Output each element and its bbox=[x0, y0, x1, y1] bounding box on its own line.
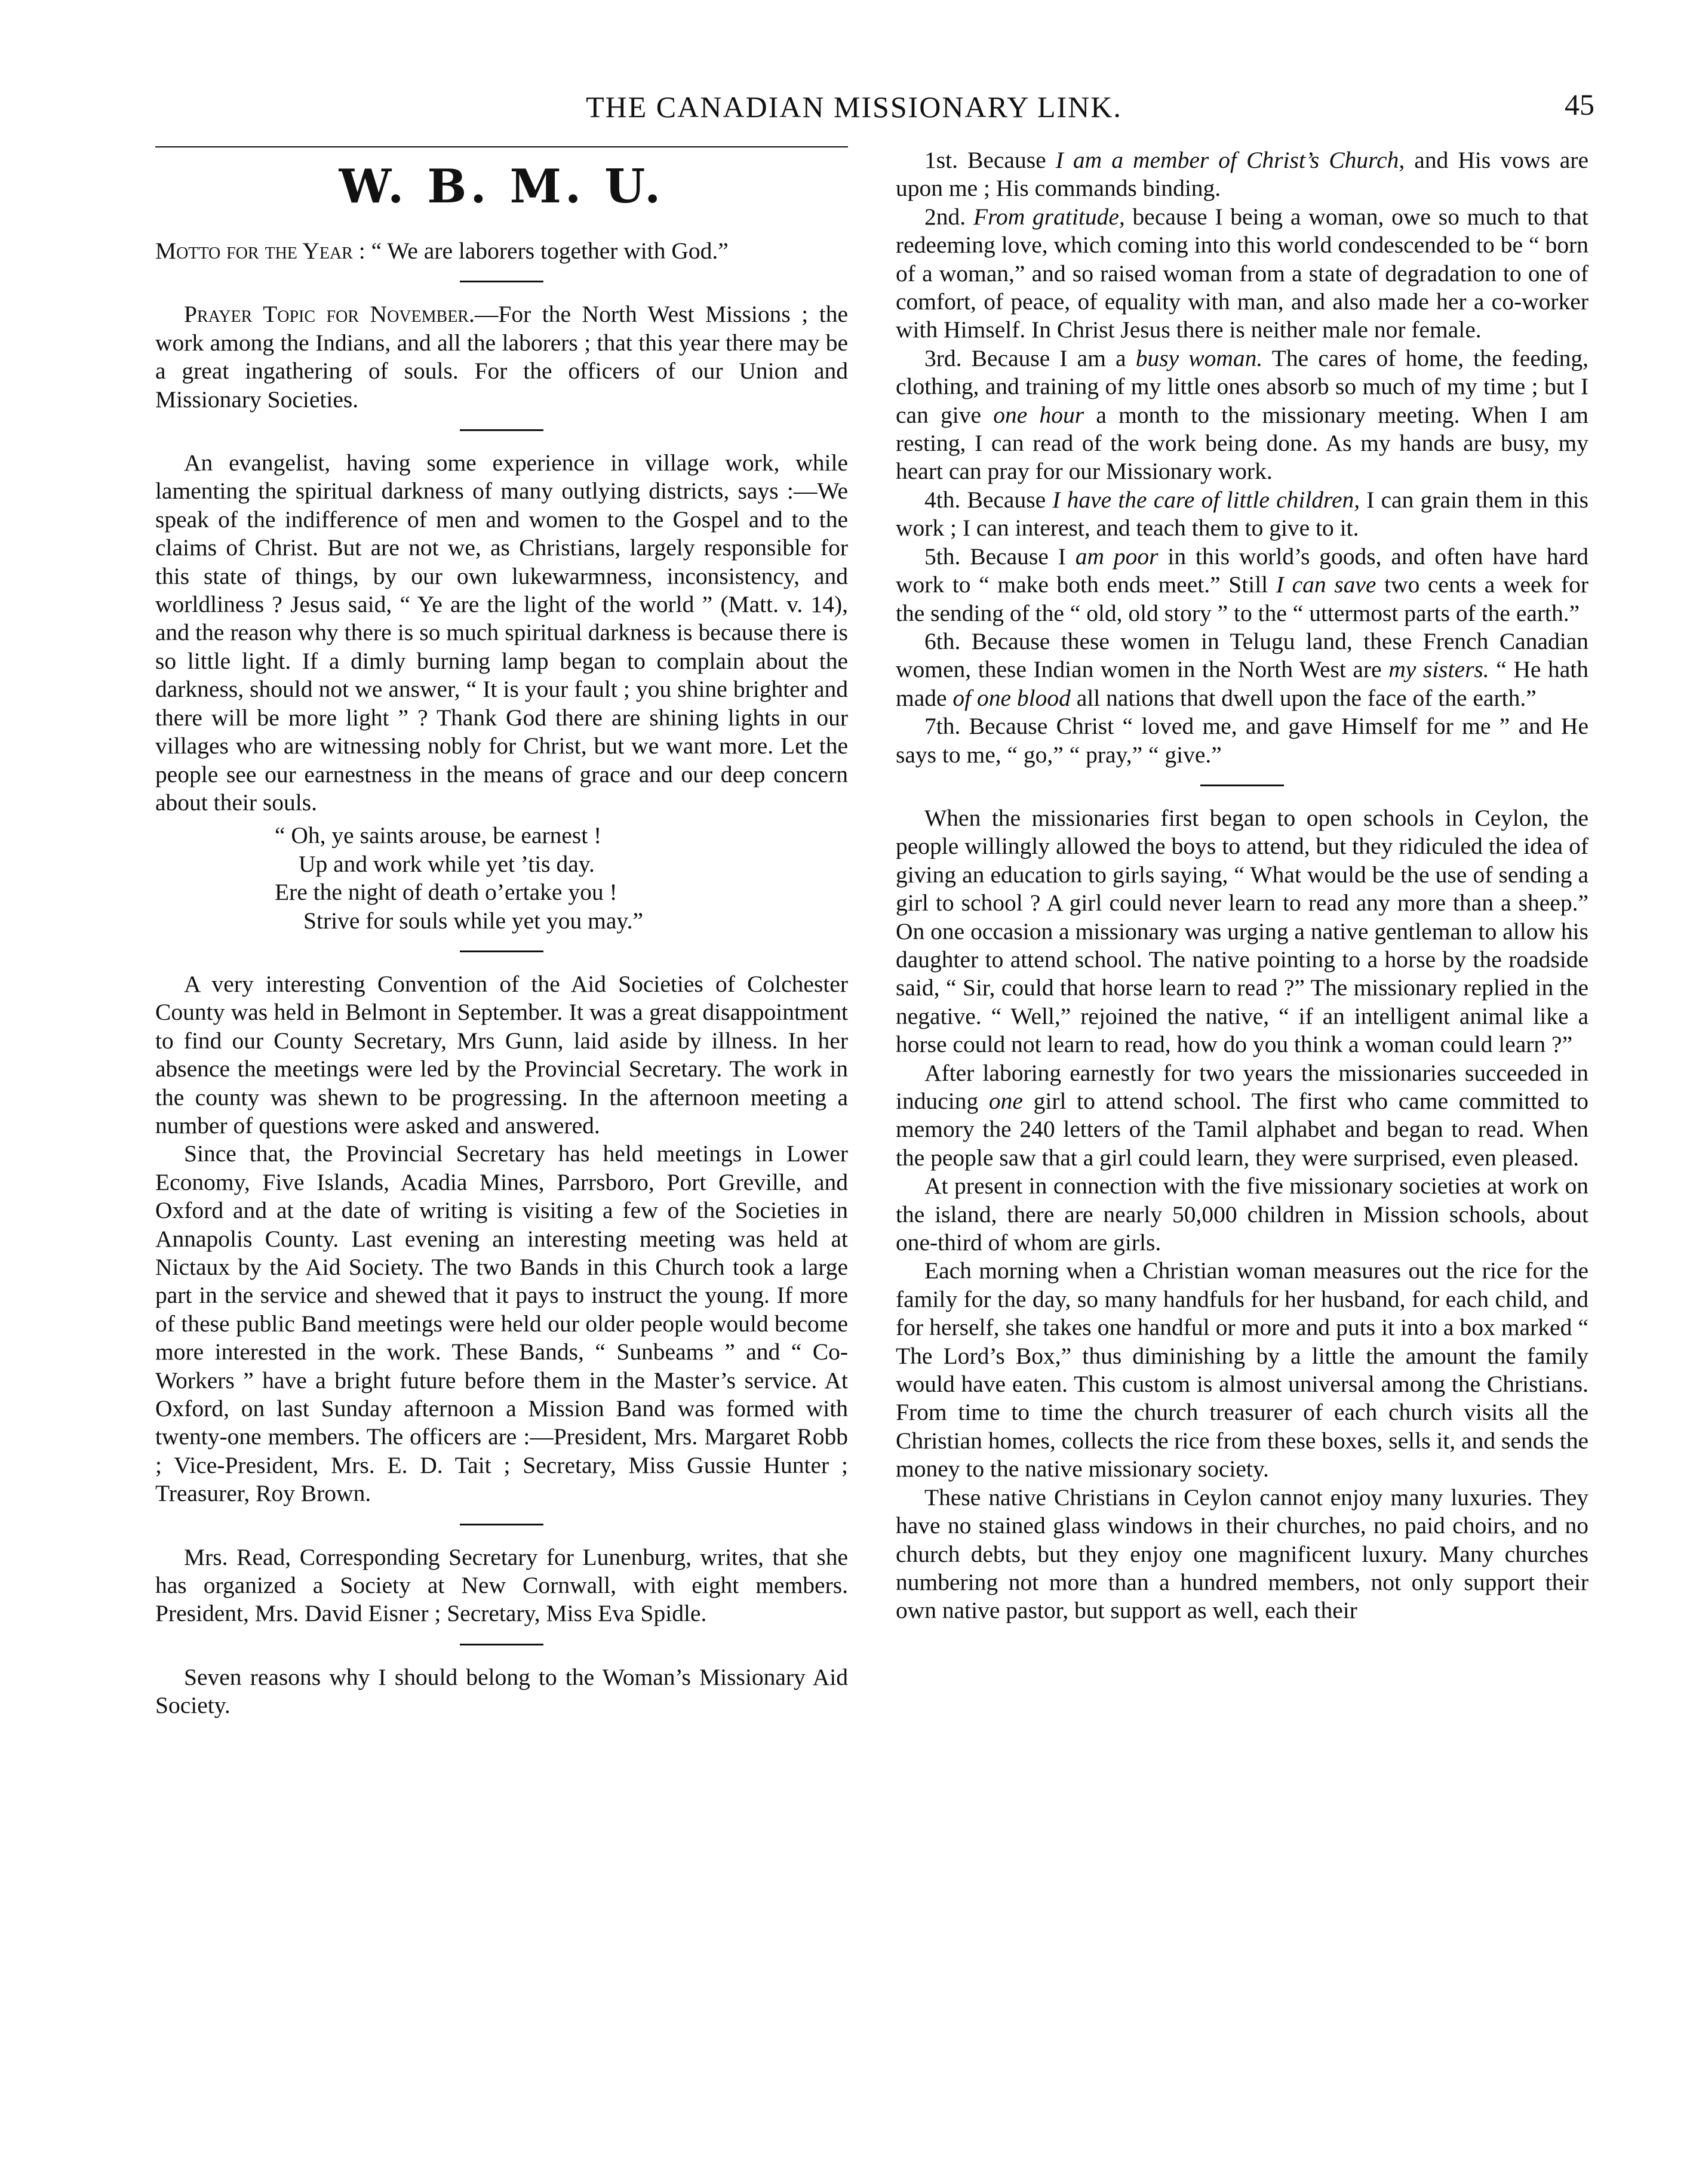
reason-6: 6th. Because these women in Telugu land, these French Canadian women, these Indian women in the North West are my sisters. “ He hath made of one blood all nations that dwell upon the face of the earth.” bbox=[896, 627, 1588, 711]
divider bbox=[460, 950, 543, 952]
page-number: 45 bbox=[1565, 88, 1594, 121]
poem-line: Strive for souls while yet you may.” bbox=[303, 907, 643, 934]
divider bbox=[460, 1644, 543, 1645]
reason-4: 4th. Because I have the care of little children, I can grain them in this work ; I can interest, and teach them to give to it. bbox=[896, 486, 1588, 542]
each-morning-paragraph: Each morning when a Christian woman measures out the rice for the family for the day, so many handfuls for her husband, for each child, and for herself, she takes one handful or more and puts it into a box marked “ The Lord’s Box,” thus diminishing by a little the amount the family would have eaten. This custom is almost universal among the Christians. From time to time the church treasurer of each church visits all the Christian homes, collects the rice from these boxes, sells it, and sends the money to the native missionary society. bbox=[896, 1257, 1588, 1482]
reason-7: 7th. Because Christ “ loved me, and gave Himself for me ” and He says to me, “ go,” “ pray,” “ give.” bbox=[896, 713, 1588, 768]
at-present-paragraph: At present in connection with the five missionary societies at work on the island, there are nearly 50,000 children in Mission schools, about one-third of whom are girls. bbox=[896, 1173, 1588, 1256]
motto-text: “ We are laborers together with God.” bbox=[365, 238, 729, 264]
divider bbox=[460, 429, 543, 431]
luxuries-paragraph: These native Christians in Ceylon cannot enjoy many luxuries. They have no stained glass windows in their churches, no paid choirs, and no church debts, but they enjoy one magnificent luxury. Many churches numbering not more than a hundred members, not only support their own native pastor, but support as well, each their bbox=[896, 1484, 1588, 1624]
running-title: THE CANADIAN MISSIONARY LINK. bbox=[586, 90, 1122, 124]
poem-line: Up and work while yet ’tis day. bbox=[299, 850, 595, 877]
seven-reasons-intro: Seven reasons why I should belong to the Woman’s Missionary Aid Society. bbox=[155, 1663, 848, 1719]
reason-3: 3rd. Because I am a busy woman. The cares of home, the feeding, clothing, and training of my little ones absorb so much of my time ; but I can give one hour a month to the missionary meeting. When I am resting, I can read of the work being done. As my hands are busy, my heart can pray for our Missionary work. bbox=[896, 344, 1588, 485]
poem-line: “ Oh, ye saints arouse, be earnest ! bbox=[275, 822, 602, 849]
evangelist-paragraph: An evangelist, having some experience in village work, while lamenting the spiritual darkness of many outlying districts, says :—We speak of the indifference of men and women to the Gospel and to the claims of Christ. But are not we, as Christians, largely responsible for this state of things, by our own lukewarmness, inconsistency, and worldliness ? Jesus said, “ Ye are the light of the world ” (Matt. v. 14), and the reason why there is so much spiritual darkness is because there is so little light. If a dimly burning lamp began to complain about the darkness, should not we answer, “ It is your fault ; you shine brighter and there will be more light ” ? Thank God there are shining lights in our villages who are witnessing nobly for Christ, but we want more. Let the people see our earnestness in the means of grace and our deep concern about their souls. bbox=[155, 450, 848, 816]
convention-paragraph: A very interesting Convention of the Aid Societies of Colchester County was held in Belmont in September. It was a great disappointment to find our County Secretary, Mrs Gunn, laid aside by illness. In her absence the meetings were led by the Provincial Secretary. The work in the county was shewn to be progressing. In the afternoon meeting a number of questions were asked and answered. bbox=[155, 970, 848, 1139]
after-laboring-paragraph: After laboring earnestly for two years the missionaries succeeded in inducing one girl to attend school. The first who came committed to memory the 240 letters of the Tamil alphabet and began to read. When the people saw that a girl could learn, they were surprised, even pleased. bbox=[896, 1059, 1588, 1171]
divider bbox=[460, 281, 543, 282]
section-title: W. B. M. U. bbox=[339, 159, 665, 214]
reason-1: 1st. Because I am a member of Christ’s Church, and His vows are upon me ; His commands binding. bbox=[896, 147, 1588, 202]
lunenburg-paragraph: Mrs. Read, Corresponding Secretary for Lunenburg, writes, that she has organized a Society at New Cornwall, with eight members. President, Mrs. David Eisner ; Secretary, Miss Eva Spidle. bbox=[155, 1543, 848, 1627]
right-column bbox=[896, 146, 1588, 1625]
prayer-topic-label: Prayer Topic for November. bbox=[184, 301, 475, 328]
reason-2: 2nd. From gratitude, because I being a woman, owe so much to that redeeming love, which coming into this world condescended to be “ born of a woman,” and so raised woman from a state of degradation to one of comfort, of peace, of equality with man, and also made her a co-worker with Himself. In Christ Jesus there is neither male nor female. bbox=[896, 203, 1588, 343]
divider bbox=[460, 1524, 543, 1525]
left-column bbox=[155, 146, 848, 1720]
ceylon-paragraph: When the missionaries first began to open schools in Ceylon, the people willingly allowed the boys to attend, but they ridiculed the idea of giving an education to girls saying, “ What would be the use of sending a girl to school ? A girl could never learn to read any more than a sheep.” On one occasion a missionary was urging a native gentleman to allow his daughter to attend school. The native pointing to a horse by the roadside said, “ Sir, could that horse learn to read ?” The missionary replied in the negative. “ Well,” rejoined the native, “ if an intelligent animal like a horse could not learn to read, how do you think a woman could learn ?” bbox=[896, 804, 1588, 1058]
divider bbox=[1200, 785, 1284, 786]
meetings-paragraph: Since that, the Provincial Secretary has held meetings in Lower Economy, Five Islands, Acadia Mines, Parrsboro, Port Greville, and Oxford and at the date of writing is visiting a few of the Societies in Annapolis County. Last evening an interesting meeting was held at Nictaux by the Aid Society. The two Bands in this Church took a large part in the service and shewed that it pays to instruct the young. If more of these public Band meetings were held our older people would become more interested in the work. These Bands, “ Sunbeams ” and “ Co-Workers ” have a bright future before them in the Master’s service. At Oxford, on last Sunday afternoon a Mission Band was formed with twenty-one members. The officers are :—President, Mrs. Margaret Robb ; Vice-President, Mrs. E. D. Tait ; Secretary, Miss Gussie Hunter ; Treasurer, Roy Brown. bbox=[155, 1140, 848, 1507]
motto-label: Motto for the Year : bbox=[155, 238, 365, 264]
poem bbox=[275, 822, 848, 935]
reason-5: 5th. Because I am poor in this world’s goods, and often have hard work to “ make both ends meet.” Still I can save two cents a week for the sending of the “ old, old story ” to the “ uttermost parts of the earth.” bbox=[896, 543, 1589, 626]
motto-paragraph bbox=[155, 237, 848, 265]
prayer-topic-paragraph bbox=[155, 300, 848, 414]
prayer-topic-text: —For the North West Missions ; the work among the Indians, and all the laborers ; that this year there may be a great ingathering of souls. For the officers of our Union and Missionary Societies. bbox=[155, 301, 848, 413]
poem-line: Ere the night of death o’ertake you ! bbox=[275, 879, 617, 906]
title-rule bbox=[155, 146, 848, 147]
